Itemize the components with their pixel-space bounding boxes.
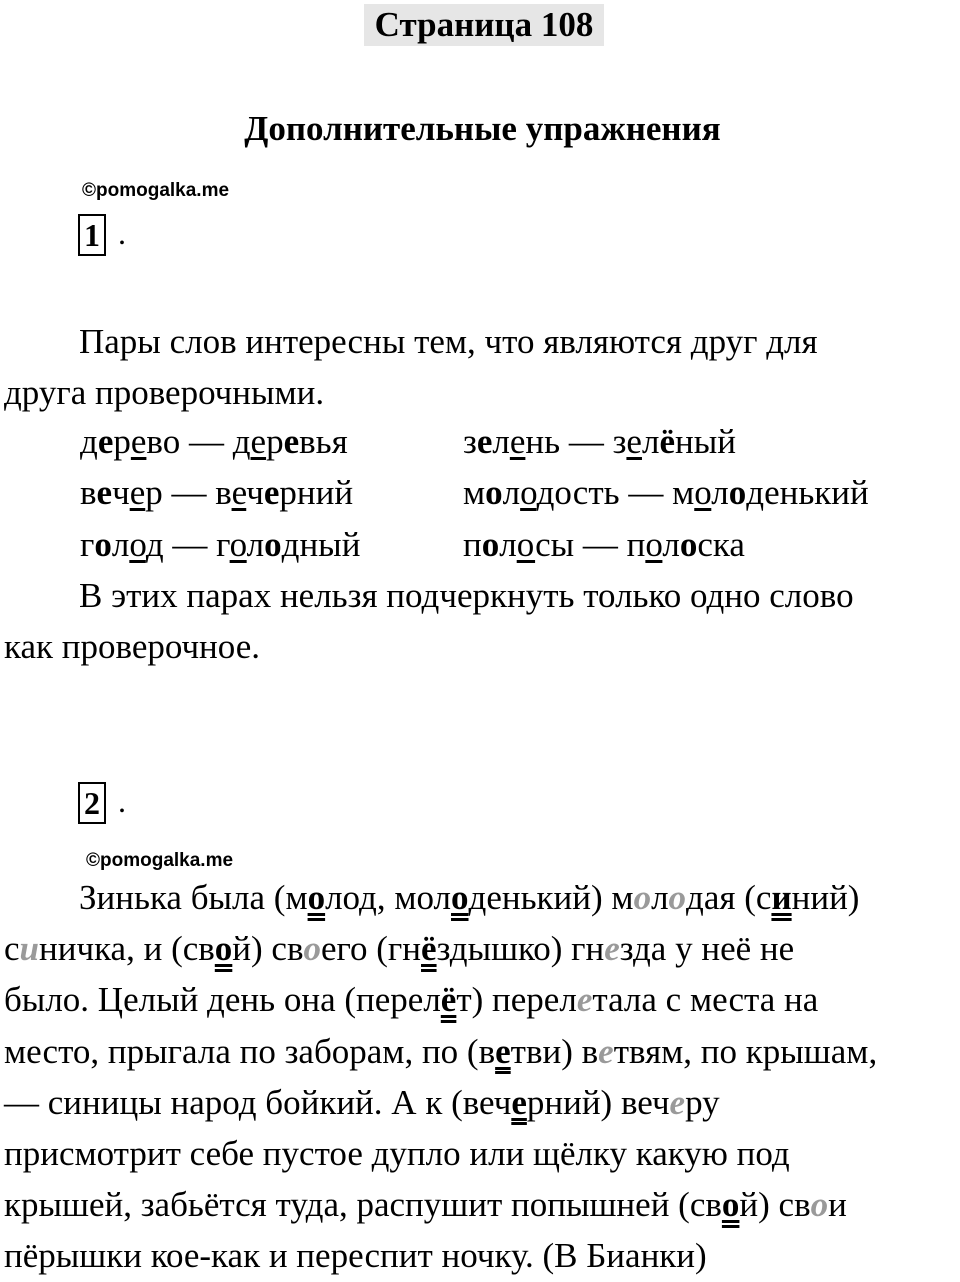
unstressed-vowel: е [626,422,642,461]
stressed-vowel: ё [659,422,675,461]
paragraph-line [4,923,960,974]
word-pair [80,416,348,467]
check-vowel: о [307,878,326,917]
text-run: л [662,525,680,564]
stressed-vowel: е [96,473,113,512]
unstressed-vowel: е [130,422,147,461]
text-run: д — г [145,525,230,564]
inserted-vowel: е [576,980,593,1020]
text-run: здышко) гн [436,929,605,969]
unstressed-vowel: е [231,473,247,512]
text-run: ч [246,473,264,512]
stressed-vowel: о [679,525,698,564]
text-run: во — д [146,422,251,461]
stressed-vowel: о [485,473,503,512]
check-vowel: и [771,878,792,917]
text-run: л [502,473,521,512]
word-pair [80,467,353,518]
text-run: р — в [145,473,232,512]
conclusion-line-2: как проверочное. [4,627,260,667]
unstressed-vowel: е [509,422,526,461]
text-run: тви) в [510,1031,599,1071]
watermark: ©pomogalka.me [86,850,234,871]
conclusion-line-1: В этих парах нельзя подчеркнуть только одно слово [79,576,854,615]
paragraph-line [4,974,960,1025]
text-run: л [499,525,517,564]
stressed-vowel: е [283,422,300,461]
text-run: л [246,525,265,564]
text-run: й) св [739,1185,811,1225]
text-run: м [463,473,486,512]
unstressed-vowel: о [229,525,247,564]
text-run: р [113,422,131,461]
word-pair [463,519,745,570]
unstressed-vowel: о [129,525,146,564]
word-pair [80,519,360,570]
text-run: его (гн [321,929,422,969]
section-title: Дополнительные упражнения [244,109,721,148]
text-run: л [111,525,130,564]
text-run: ска [697,525,745,564]
inserted-vowel: о [633,878,652,917]
text-run: рний [279,473,354,512]
text-run: ный [674,422,736,461]
inserted-vowel: е [598,1031,614,1071]
text-run: л [711,473,729,512]
text-run: — синицы народ бойкий. А к (веч [4,1082,512,1122]
unstressed-vowel: о [694,473,712,512]
text-run: Зинька была (м [79,878,308,917]
text-run: зда у неё не [619,929,795,969]
inserted-vowel: е [604,929,620,969]
text-run: крышей, забьётся туда, распушит попышней (св [4,1185,722,1225]
paragraph-line [4,1179,960,1230]
text-run: рний) веч [526,1082,670,1122]
paragraph-line [4,1026,960,1077]
exercise-1-number: 1 [78,214,106,256]
text-run: было. Целый день она (перел [4,980,441,1020]
exercise-2-number-dot: . [118,783,126,819]
exercise-2-number: 2 [78,782,106,824]
check-vowel: е [495,1031,511,1071]
stressed-vowel: о [94,525,112,564]
exercise-1-conclusion [4,570,960,672]
inserted-vowel: о [668,878,687,917]
text-run: дая (с [686,878,772,917]
text-run: сы — п [535,525,646,564]
text-run: денький) м [468,878,634,917]
page-title: Страница 108 [364,4,604,46]
word-pair [463,467,869,518]
check-vowel: ё [421,929,437,969]
intro-line-2: друга проверочными. [4,373,325,413]
text-run: присмотрит себе пустое дупло или щёлку какую под [4,1133,790,1173]
exercise-1-intro [4,316,960,418]
text-run: денький [746,473,869,512]
stressed-vowel: о [481,525,500,564]
inserted-vowel: е [669,1082,686,1122]
word-pair [463,416,736,467]
paragraph-line [4,1077,960,1128]
text-run: л [651,878,669,917]
text-run: р [266,422,284,461]
text-run: ру [685,1082,720,1122]
text-run: п [463,525,482,564]
text-run: тала с места на [592,980,819,1020]
text-run: дный [281,525,361,564]
check-vowel: о [214,929,233,969]
text-run: т) перел [456,980,577,1020]
exercise-2-text [4,872,960,1282]
check-vowel: ё [440,980,457,1020]
text-run: пёрышки кое-как и переспит ночку. (В Бианки) [4,1236,707,1276]
text-run: г [80,525,95,564]
paragraph-line [4,1128,960,1179]
text-run: ч [112,473,130,512]
text-run: и [828,1185,847,1225]
text-run: с [4,929,20,969]
unstressed-vowel: е [129,473,146,512]
stressed-vowel: е [97,422,114,461]
exercise-1-number-dot: . [118,215,126,251]
text-run: д [80,422,98,461]
check-vowel: е [511,1082,527,1122]
unstressed-vowel: о [645,525,663,564]
text-run: в [80,473,97,512]
text-run: л [492,422,510,461]
check-vowel: о [721,1185,740,1225]
check-vowel: о [451,878,469,917]
inserted-vowel: о [810,1185,829,1225]
text-run: дость — м [536,473,695,512]
watermark: ©pomogalka.me [82,180,230,201]
unstressed-vowel: о [520,473,537,512]
paragraph-line [4,872,960,923]
stressed-vowel: о [264,525,282,564]
unstressed-vowel: о [516,525,536,564]
stressed-vowel: е [476,422,493,461]
text-run: ничка, и (св [39,929,215,969]
text-run: твям, по крышам, [613,1031,878,1071]
intro-line-1: Пары слов интересны тем, что являются друг для [79,322,818,361]
text-run: место, прыгала по заборам, по (в [4,1031,496,1071]
text-run: лод, мол [325,878,452,917]
unstressed-vowel: е [250,422,267,461]
inserted-vowel: и [19,929,40,969]
text-run: вья [299,422,348,461]
text-run: й) св [232,929,304,969]
stressed-vowel: е [263,473,280,512]
text-run: л [641,422,660,461]
inserted-vowel: о [303,929,321,969]
text-run: нь — з [525,422,627,461]
stressed-vowel: о [728,473,747,512]
text-run: з [463,422,477,461]
text-run: ний) [791,878,860,917]
